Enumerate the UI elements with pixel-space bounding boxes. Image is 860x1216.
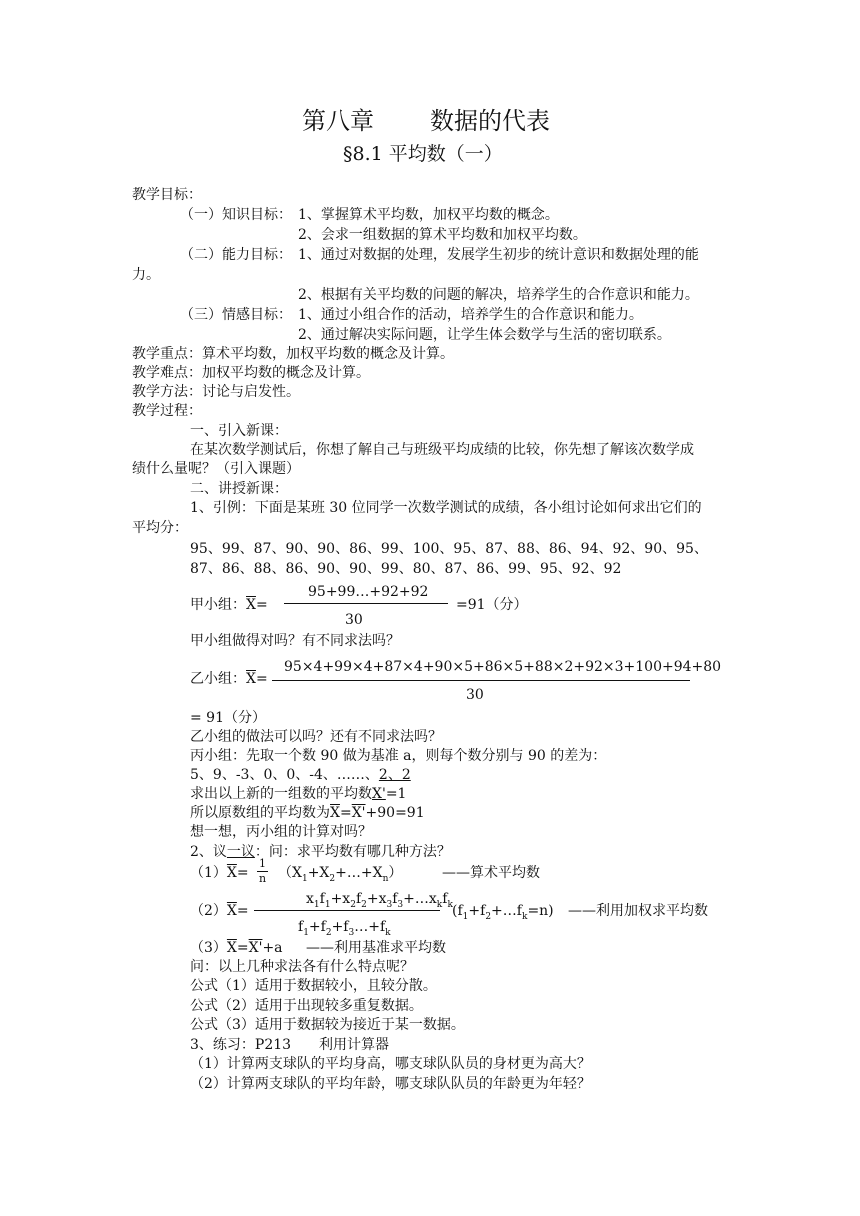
method-3-line (190, 939, 283, 957)
mean-symbol: $\overline{X}$ (330, 805, 340, 821)
group-b-name: 乙小组： (190, 671, 246, 687)
methods: 教学方法：讨论与启发性。 (132, 384, 300, 400)
method-3-description: ——利用基准求平均数 (306, 940, 446, 956)
features-question: 问：以上几种求法各有什么特点呢？ (190, 959, 414, 975)
group-a-fraction-bar (284, 603, 448, 604)
method-1-denominator: n (259, 872, 267, 885)
chapter-title (302, 106, 550, 136)
practice-item-2: （2）计算两支球队的平均年龄，哪支球队队员的年龄更为年轻？ (190, 1076, 591, 1092)
intro-heading: 一、引入新课： (190, 423, 288, 439)
equals-sign: = (255, 597, 268, 613)
objectives-heading: 教学目标： (132, 187, 202, 203)
method-1-number: （1） (190, 865, 227, 881)
method-2-fraction-bar (254, 910, 440, 911)
new-average-line (190, 785, 406, 803)
equals-sign: = (236, 940, 249, 956)
mean-symbol: $\overline{X}$ (226, 940, 237, 956)
chapter-number: 第八章 (302, 107, 374, 135)
group-a-result: =91（分） (456, 597, 528, 613)
objective-3-item-1: 1、通过小组合作的活动，培养学生的合作意识和能力。 (298, 307, 643, 323)
practice-item-1: （1）计算两支球队的平均身高，哪支球队队员的身材更为高大？ (190, 1056, 591, 1072)
original-average-line (190, 804, 425, 822)
objective-1-item-1: 1、掌握算术平均数，加权平均数的概念。 (298, 207, 559, 223)
objective-3-item-2: 2、通过解决实际问题，让学生体会数学与生活的密切联系。 (298, 327, 671, 343)
discussion-number: 2、议 (190, 844, 227, 860)
objective-2-item-2: 2、根据有关平均数的问题的解决，培养学生的合作意识和能力。 (298, 287, 699, 303)
discussion-question: ：问：求平均数有哪几种方法？ (254, 844, 451, 860)
objective-2-label: （二）能力目标： (180, 247, 292, 263)
discussion-line (190, 843, 451, 861)
section-title: §8.1 平均数（一） (343, 143, 503, 165)
differences-line (190, 766, 411, 784)
group-a-name: 甲小组： (190, 597, 246, 613)
differences-values: 5、9、-3、0、0、-4、……、 (190, 767, 379, 783)
objective-2-item-1: 1、通过对数据的处理，发展学生初步的统计意识和数据处理的能 (298, 247, 699, 263)
formula-2-note: 公式（2）适用于出现较多重复数据。 (190, 998, 423, 1014)
group-b-result: = 91（分） (190, 710, 266, 726)
discussion-word: 一议 (226, 844, 255, 860)
process-heading: 教学过程： (132, 403, 202, 419)
method-1-label (190, 864, 249, 882)
original-average-value: +90=91 (365, 805, 425, 821)
equals-sign: = (236, 865, 249, 881)
mean-prime-symbol: X' (248, 940, 263, 956)
objective-1-item-2: 2、会求一组数据的算术平均数和加权平均数。 (298, 227, 587, 243)
example-line-1: 1、引例：下面是某班 30 位同学一次数学测试的成绩，各小组讨论如何求出它们的 (190, 500, 702, 516)
group-b-question: 乙小组的做法可以吗？还有不同求法吗？ (190, 729, 442, 745)
method-2-numerator: $x_1f_1+x_2f_2+x_3f_3+\dots x_kf_k$ (306, 891, 453, 910)
mean-symbol: $\overline{X}$ (226, 865, 237, 881)
group-b-label (190, 670, 268, 688)
mean-prime-symbol: X' (351, 805, 366, 821)
group-a-denominator: 30 (345, 612, 363, 628)
group-a-numerator: 95+99…+92+92 (308, 584, 429, 600)
practice-heading: 3、练习：P213 利用计算器 (190, 1037, 390, 1053)
objective-1-label: （一）知识目标： (180, 207, 292, 223)
method-2-condition: $(f_1+f_2+\dots f_k=n)$ (452, 903, 554, 922)
formula-3-note: 公式（3）适用于数据较为接近于某一数据。 (190, 1017, 465, 1033)
intro-paragraph-line-2: 绩什么量呢？（引入课题） (132, 461, 300, 477)
new-average-value: =1 (385, 786, 407, 802)
method-2-number: （2） (190, 903, 227, 919)
equals-sign: = (339, 805, 352, 821)
method-1-description: ——算术平均数 (442, 865, 540, 881)
method-2-label (190, 902, 249, 920)
method-3-number: （3） (190, 940, 227, 956)
group-a-label (190, 596, 268, 614)
objective-2-item-1-cont: 力。 (132, 267, 160, 283)
scores-line-2: 87、86、88、86、90、90、99、80、87、86、99、95、92、92 (190, 561, 622, 577)
objective-3-label: （三）情感目标： (180, 307, 292, 323)
equals-sign: = (255, 671, 268, 687)
group-a-question: 甲小组做得对吗？有不同求法吗？ (190, 633, 400, 649)
difficulties: 教学难点：加权平均数的概念及计算。 (132, 365, 370, 381)
method-3-base: +a (262, 940, 283, 956)
teach-heading: 二、讲授新课： (190, 481, 288, 497)
original-average-text: 所以原数组的平均数为 (190, 805, 330, 821)
think-question: 想一想，丙小组的计算对吗？ (190, 824, 372, 840)
intro-paragraph-line-1: 在某次数学测试后，你想了解自己与班级平均成绩的比较，你先想了解该次数学成 (190, 442, 694, 458)
scores-line-1: 95、99、87、90、90、86、99、100、95、87、88、86、94、92、90、95、 (190, 541, 708, 557)
method-2-denominator: $f_1+f_2+f_3\dots+f_k$ (298, 919, 391, 938)
method-2-description: ——利用加权求平均数 (568, 903, 708, 919)
differences-tail: 2、2 (378, 767, 411, 783)
group-b-denominator: 30 (466, 687, 484, 703)
group-b-fraction-bar (272, 680, 690, 681)
group-b-numerator: 95×4+99×4+87×4+90×5+86×5+88×2+92×3+100+94+80 (284, 659, 722, 675)
key-points: 教学重点：算术平均数，加权平均数的概念及计算。 (132, 346, 454, 362)
chapter-name: 数据的代表 (430, 107, 550, 135)
method-1-expression: $(X_1+X_2+\dots+X_n)$ (278, 865, 403, 884)
formula-1-note: 公式（1）适用于数据较小，且较分散。 (190, 978, 437, 994)
mean-symbol: $\overline{X}$ (246, 671, 256, 687)
mean-prime-symbol: X' (372, 786, 386, 802)
equals-sign: = (236, 903, 249, 919)
mean-symbol: $\overline{X}$ (246, 597, 256, 613)
method-1-numerator: 1 (259, 857, 266, 870)
new-average-text: 求出以上新的一组数的平均数 (190, 786, 372, 802)
example-line-2: 平均分： (132, 520, 188, 536)
group-c-description: 丙小组：先取一个数 90 做为基准 a，则每个数分别与 90 的差为： (190, 748, 607, 764)
mean-symbol: $\overline{X}$ (226, 903, 237, 919)
